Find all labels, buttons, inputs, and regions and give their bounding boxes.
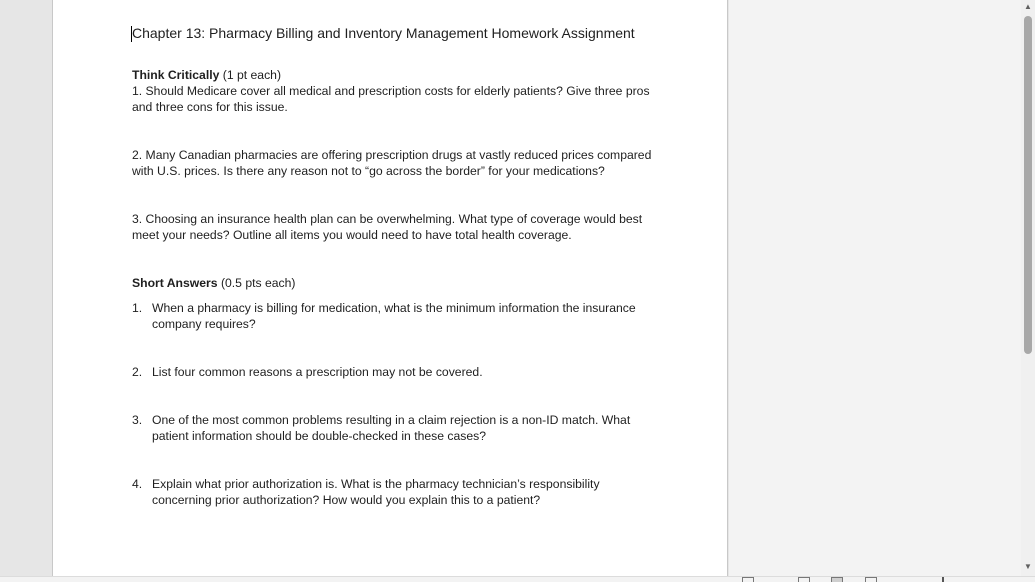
vertical-scrollbar[interactable] [1021, 0, 1035, 576]
scroll-down-icon[interactable]: ▼ [1024, 562, 1032, 571]
list-text: Explain what prior authorization is. What is the pharmacy technician’s responsibility concerning prior authorization? How would you explain this to a patient? [152, 477, 600, 507]
focus-icon[interactable] [742, 577, 754, 582]
short-answers-heading: Short Answers (0.5 pts each) [132, 276, 296, 290]
scrollbar-thumb[interactable] [1024, 16, 1032, 354]
list-number: 1. [132, 301, 143, 315]
list-number: 4. [132, 477, 143, 491]
short-answer-item-3 [132, 412, 652, 444]
list-text: List four common reasons a prescription may not be covered. [152, 365, 483, 379]
short-answer-item-4 [132, 476, 652, 508]
short-answer-item-2 [132, 364, 652, 380]
think-critically-heading: Think Critically (1 pt each) [132, 68, 282, 82]
short-answer-item-1 [132, 300, 652, 332]
workspace-background [729, 0, 1021, 576]
document-title: Chapter 13: Pharmacy Billing and Inventory Management Homework Assignment [132, 25, 635, 41]
scroll-up-icon[interactable]: ▲ [1024, 2, 1032, 11]
think-critically-item-1: 1. Should Medicare cover all medical and prescription costs for elderly patients? Give three pros and three cons for this issue. [132, 84, 650, 114]
think-critically-item-2: 2. Many Canadian pharmacies are offering prescription drugs at vastly reduced prices compared with U.S. prices. Is there any reason not to “go across the border” for your medications? [132, 148, 652, 178]
list-text: One of the most common problems resulting in a claim rejection is a non-ID match. What patient information should be double-checked in these cases? [152, 413, 631, 443]
zoom-slider-icon[interactable] [942, 577, 944, 582]
document-page[interactable] [52, 0, 728, 582]
list-text: When a pharmacy is billing for medication, what is the minimum information the insurance company requires? [152, 301, 636, 331]
think-critically-item-3: 3. Choosing an insurance health plan can be overwhelming. What type of coverage would best meet your needs? Outline all items you would need to have total health coverage. [132, 212, 643, 242]
read-mode-icon[interactable] [798, 577, 810, 582]
text-cursor [131, 26, 132, 42]
list-number: 3. [132, 413, 143, 427]
status-bar [0, 576, 1035, 582]
document-body[interactable] [132, 24, 652, 540]
web-layout-icon[interactable] [865, 577, 877, 582]
list-number: 2. [132, 365, 143, 379]
print-layout-icon[interactable] [831, 577, 843, 582]
